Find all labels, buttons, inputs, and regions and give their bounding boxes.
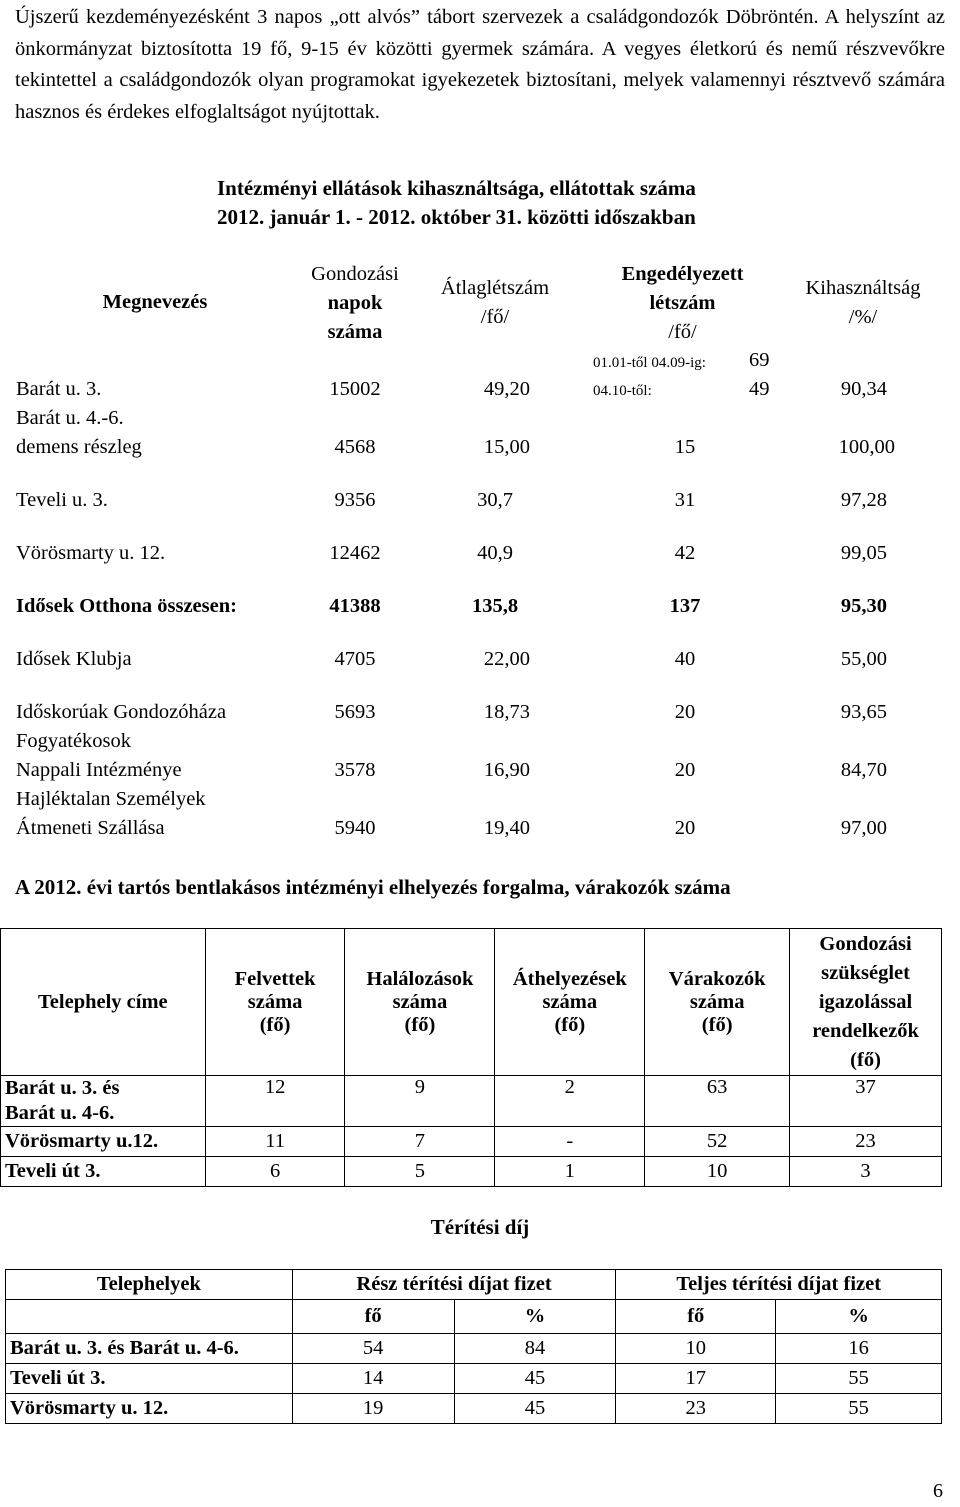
row-klub-days: 4705 [334,648,376,670]
row-barat46-approved: 15 [674,436,696,458]
approved-period-b-label: 04.10-től: [593,383,652,399]
t2-row1-waiting: 63 [645,1076,790,1127]
row-klub-usage: 55,00 [840,648,887,670]
row-total-name: Idősek Otthona összesen: [16,595,237,617]
t3-row1-f-fo: 10 [616,1334,776,1364]
t2-row2-deaths: 7 [345,1127,495,1157]
intro-paragraph: Újszerű kezdeményezésként 3 napos „ott alvós” tábort szervezek a családgondozók Döbröntén. A helyszínt az önkormányzat biztosította 19 fő, 9-15 év közötti gyermek számára. A vegyes életkorú és nemű részvevőkre tekintettel a családgondozók olyan programokat igyekezetek biztosítani, melyek valamennyi résztvevő számára hasznos és érdekes elfoglaltságot nyújtottak. [15,6,945,123]
row-hajlektalan-usage: 97,00 [840,817,887,839]
header-atlaglet-1: Átlaglétszám [440,277,550,299]
table3 [5,1269,942,1424]
t2-row3-waiting: 10 [645,1157,790,1187]
t2-header-admitted [205,929,345,1076]
header-gondozasi-3: száma [327,321,383,343]
t3-row2-site: Teveli út 3. [6,1364,293,1394]
t3-row2-p-fo: 14 [292,1364,454,1394]
t2-row3-transfers: 1 [495,1157,645,1187]
row-barat3-days: 15002 [329,378,381,400]
t3-row2-f-fo: 17 [616,1364,776,1394]
t2-header-deaths-3: (fő) [404,1013,436,1036]
t2-header-deaths [345,929,495,1076]
t2-header-deaths-2: száma [392,990,448,1013]
t3-subheader-empty [6,1300,293,1334]
row-vorosmarty-usage: 99,05 [840,542,887,564]
t2-header-need [790,929,942,1076]
row-klub-avg: 22,00 [483,648,530,670]
row-teveli-approved: 31 [674,489,696,511]
row-barat46-usage: 100,00 [838,436,895,458]
t3-row3-p-pct: 45 [454,1394,616,1424]
row-fogyatekos-avg: 16,90 [483,759,530,781]
t2-header-transfers-3: (fő) [554,1013,586,1036]
row-teveli-usage: 97,28 [840,489,887,511]
row-barat46-name-1: Barát u. 4.-6. [16,407,124,429]
table-row [1,1076,942,1127]
header-atlaglet-2: /fő/ [480,306,510,328]
t2-row1-site-2: Barát u. 4-6. [5,1102,115,1124]
t3-row3-f-pct: 55 [776,1394,942,1424]
table1-title-line2: 2012. január 1. - 2012. október 31. közötti időszakban [217,205,696,229]
header-kihasznaltsag-1: Kihasználtság [805,277,921,299]
t3-header-full: Teljes térítési díjat fizet [616,1270,942,1300]
table2-header-row [1,929,942,1076]
row-gondozohaz-avg: 18,73 [483,701,530,723]
row-fogyatekos-approved: 20 [674,759,696,781]
row-vorosmarty-approved: 42 [674,542,696,564]
row-teveli-days: 9356 [334,489,376,511]
t3-subheader-full-pct: % [776,1300,942,1334]
row-hajlektalan-name-2: Átmeneti Szállása [16,817,165,839]
t2-header-site: Telephely címe [1,929,206,1076]
t2-row3-need: 3 [790,1157,942,1187]
row-klub-name: Idősek Klubja [16,648,132,670]
header-gondozasi-2: napok [327,292,383,314]
t3-row1-p-pct: 84 [454,1334,616,1364]
t2-header-need-5: (fő) [850,1048,881,1071]
t2-header-waiting [645,929,790,1076]
table2 [0,928,942,1187]
row-hajlektalan-approved: 20 [674,817,696,839]
row-teveli-avg: 30,7 [477,489,513,511]
t2-header-waiting-1: Várakozók [668,967,766,990]
header-kihasznaltsag-2: /%/ [848,306,878,328]
t2-row3-site: Teveli út 3. [1,1157,206,1187]
row-vorosmarty-days: 12462 [329,542,381,564]
row-vorosmarty-avg: 40,9 [477,542,513,564]
table-row [1,1157,942,1187]
t2-row1-need: 37 [790,1076,942,1127]
row-fogyatekos-usage: 84,70 [840,759,887,781]
row-total-approved: 137 [669,595,701,617]
t3-row1-p-fo: 54 [292,1334,454,1364]
t2-row1-site [1,1076,206,1127]
row-hajlektalan-name-1: Hajléktalan Személyek [16,788,206,810]
row-barat46-avg: 15,00 [483,436,530,458]
table3-title: Térítési díj [430,1215,530,1239]
t2-header-admitted-1: Felvettek [234,967,316,990]
row-klub-approved: 40 [674,648,696,670]
header-megnevezes: Megnevezés [102,291,208,313]
t2-row2-site: Vörösmarty u.12. [1,1127,206,1157]
header-gondozasi-1: Gondozási [311,263,399,285]
table-row [6,1394,942,1424]
table3-subheader-row [6,1300,942,1334]
t2-row3-deaths: 5 [345,1157,495,1187]
row-fogyatekos-name-2: Nappali Intézménye [16,759,182,781]
t2-header-transfers-1: Áthelyezések [512,967,627,990]
approved-period-b-value: 49 [749,378,770,400]
t2-row2-waiting: 52 [645,1127,790,1157]
t2-header-waiting-3: (fő) [701,1013,733,1036]
page-number: 6 [933,1480,943,1502]
t2-header-need-4: rendelkezők [812,1019,919,1042]
t3-row1-f-pct: 16 [776,1334,942,1364]
approved-period-a-value: 69 [749,349,770,371]
t2-row1-deaths: 9 [345,1076,495,1127]
row-teveli-name: Teveli u. 3. [16,489,108,511]
table-row [6,1334,942,1364]
t3-header-partial: Rész térítési díjat fizet [292,1270,616,1300]
row-fogyatekos-days: 3578 [334,759,376,781]
row-barat46-days: 4568 [334,436,376,458]
row-gondozohaz-days: 5693 [334,701,376,723]
table-row [6,1364,942,1394]
t3-subheader-full-fo: fő [616,1300,776,1334]
t2-row3-admitted: 6 [205,1157,345,1187]
row-barat3-avg: 49,20 [483,378,530,400]
t3-subheader-partial-fo: fő [292,1300,454,1334]
t2-row1-site-1: Barát u. 3. és [5,1077,120,1099]
t2-header-transfers [495,929,645,1076]
t3-row2-f-pct: 55 [776,1364,942,1394]
header-engedelyezett-2: létszám [649,292,716,314]
t2-header-transfers-2: száma [542,990,598,1013]
t2-header-need-2: szükséglet [821,961,910,984]
row-barat46-name-2: demens részleg [16,436,142,458]
row-total-days: 41388 [329,595,381,617]
t2-row2-admitted: 11 [205,1127,345,1157]
row-hajlektalan-avg: 19,40 [483,817,530,839]
row-gondozohaz-name: Időskorúak Gondozóháza [16,701,227,723]
table3-header-row [6,1270,942,1300]
t3-subheader-partial-pct: % [454,1300,616,1334]
t2-header-need-3: igazolással [818,990,913,1013]
approved-period-a-label: 01.01-től 04.09-ig: [593,355,706,371]
t2-row2-need: 23 [790,1127,942,1157]
table1-title-line1: Intézményi ellátások kihasználtsága, ellátottak száma [217,176,696,200]
t2-header-deaths-1: Halálozások [366,967,474,990]
t2-row1-admitted: 12 [205,1076,345,1127]
t2-header-admitted-2: száma [247,990,303,1013]
row-hajlektalan-days: 5940 [334,817,376,839]
t2-header-admitted-3: (fő) [259,1013,291,1036]
row-barat3-usage: 90,34 [840,378,887,400]
t2-header-waiting-2: száma [689,990,745,1013]
t3-row1-site: Barát u. 3. és Barát u. 4-6. [6,1334,293,1364]
row-total-avg: 135,8 [471,595,519,617]
row-fogyatekos-name-1: Fogyatékosok [16,730,132,752]
t3-row3-site: Vörösmarty u. 12. [6,1394,293,1424]
table2-title: A 2012. évi tartós bentlakásos intézményi elhelyezés forgalma, várakozók száma [15,875,731,899]
row-barat3-name: Barát u. 3. [16,378,102,400]
t3-row3-p-fo: 19 [292,1394,454,1424]
header-engedelyezett-3: /fő/ [668,321,697,343]
row-total-usage: 95,30 [840,595,887,617]
t3-row3-f-fo: 23 [616,1394,776,1424]
table-row [1,1127,942,1157]
row-gondozohaz-approved: 20 [674,701,696,723]
row-vorosmarty-name: Vörösmarty u. 12. [16,542,166,564]
header-engedelyezett-1: Engedélyezett [621,263,744,285]
t2-header-need-1: Gondozási [819,932,912,955]
t2-row2-transfers: - [495,1127,645,1157]
t3-row2-p-pct: 45 [454,1364,616,1394]
t3-header-site: Telephelyek [6,1270,293,1300]
t2-row1-transfers: 2 [495,1076,645,1127]
row-gondozohaz-usage: 93,65 [840,701,887,723]
